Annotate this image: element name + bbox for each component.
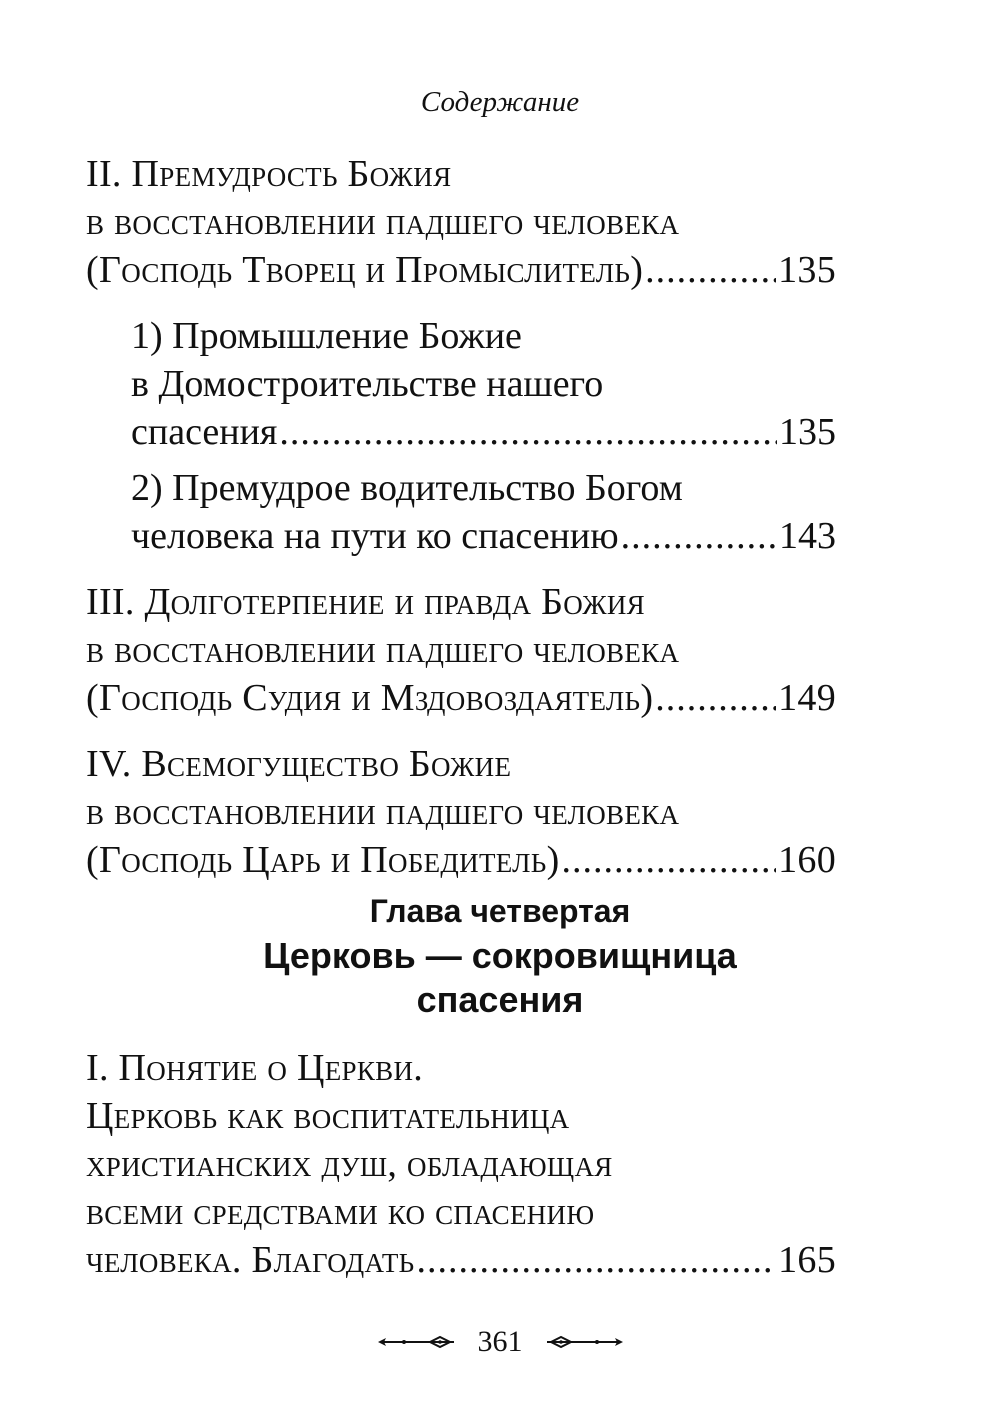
toc-page-number: 135 [779,411,836,453]
chapter-title: спасения [416,979,584,1020]
dot-leader [655,674,776,722]
toc-entry-line: в восстановлении падшего человека [86,201,680,243]
toc-entry-line: I. Понятие о Церкви. [86,1047,424,1089]
toc-section [86,1044,836,1284]
toc-entry-line: II. Премудрость Божия [86,153,452,195]
toc-entry-line: христианских душ, обладающая [86,1143,613,1185]
chapter-label: Глава четвертая [369,893,631,929]
toc-entry-line: всеми средствами ко спасению [86,1191,595,1233]
dot-leader [279,408,777,456]
running-header: Содержание [420,86,580,118]
toc-entry-line: в восстановлении падшего человека [86,791,680,833]
toc-page-number: 143 [779,515,836,557]
toc-entry [86,740,836,884]
toc-subentry [86,312,836,456]
page-footer [0,1325,1000,1359]
toc-entry-last-line [86,836,836,884]
dot-leader [645,246,776,294]
toc-subentry [86,464,836,560]
toc-page-number: 165 [778,1239,836,1281]
toc-entry-line: в восстановлении падшего человека [86,629,680,671]
toc-entry-text: спасения [131,411,278,453]
toc-entry-line: в Домостроительстве нашего [131,363,604,405]
page-number: 361 [477,1325,523,1358]
toc-entry-last-line [86,246,836,294]
toc-entry-last-line [86,1236,836,1284]
toc-entry-last-line [131,512,836,560]
dot-leader [621,512,777,560]
toc-entry-text: человека на пути ко спасению [131,515,619,557]
chapter-heading [0,888,1000,1022]
toc-page-number: 135 [778,249,836,291]
toc-entry [86,578,836,722]
toc-entry-text: (Господь Судия и Мздовоздаятель) [86,677,654,719]
toc-entry-last-line [86,674,836,722]
toc-entry-line: III. Долготерпение и правда Божия [86,581,645,623]
dot-leader [416,1236,776,1284]
toc-page-number: 149 [778,677,836,719]
toc-entry-text: (Господь Творец и Промыслитель) [86,249,644,291]
toc-page-number: 160 [778,839,836,881]
toc-entry-line: 2) Премудрое водительство Богом [131,467,683,509]
toc-entry-line: IV. Всемогущество Божие [86,743,512,785]
toc-section [86,150,836,884]
ornament-left-icon [378,1335,456,1349]
toc-entry-text: (Господь Царь и Победитель) [86,839,560,881]
toc-entry-last-line [131,408,836,456]
ornament-right-icon [545,1335,623,1349]
toc-entry [86,150,836,294]
dot-leader [562,836,777,884]
chapter-title: Церковь — сокровищница [263,935,737,976]
toc-entry [86,1044,836,1284]
toc-entry-text: человека. Благодать [86,1239,415,1281]
toc-entry-line: Церковь как воспитательница [86,1095,570,1137]
toc-entry-line: 1) Промышление Божие [131,315,522,357]
